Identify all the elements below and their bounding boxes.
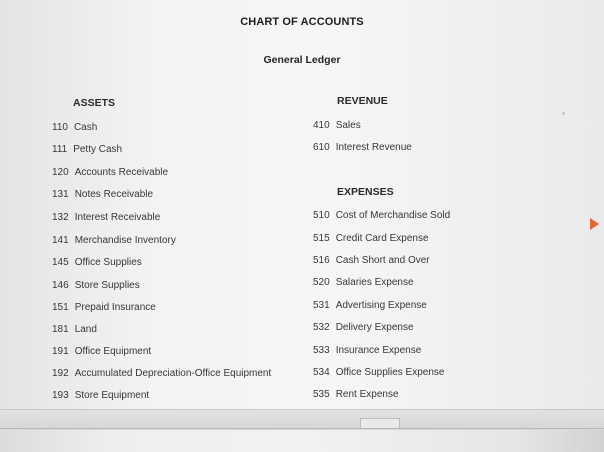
account-number: 535 <box>313 389 330 400</box>
list-item <box>313 142 412 153</box>
list-item <box>52 280 140 291</box>
account-number: 146 <box>52 280 69 291</box>
account-name: Store Supplies <box>74 280 140 291</box>
account-number: 531 <box>313 300 330 311</box>
list-item <box>313 233 429 244</box>
list-item <box>313 345 421 356</box>
page-title: CHART OF ACCOUNTS <box>240 16 364 28</box>
list-item <box>313 277 414 288</box>
account-number: 111 <box>52 144 68 155</box>
account-number: 181 <box>52 324 69 335</box>
list-item <box>52 302 156 313</box>
account-number: 145 <box>52 257 69 268</box>
account-name: Land <box>74 324 97 335</box>
account-name: Interest Receivable <box>74 212 161 223</box>
account-number: 520 <box>313 277 330 288</box>
account-name: Prepaid Insurance <box>74 302 156 313</box>
account-name: Accounts Receivable <box>74 167 169 178</box>
account-name: Office Equipment <box>74 346 152 357</box>
account-number: 533 <box>313 345 330 356</box>
account-number: 120 <box>52 167 69 178</box>
list-item <box>313 322 414 333</box>
revenue-heading: REVENUE <box>337 95 388 107</box>
account-name: Rent Expense <box>335 389 399 400</box>
list-item <box>52 390 149 401</box>
account-name: Petty Cash <box>73 144 123 155</box>
account-number: 410 <box>313 120 330 131</box>
account-number: 510 <box>313 210 330 221</box>
account-name: Cash <box>73 122 98 133</box>
list-item <box>313 389 399 400</box>
list-item <box>52 257 142 268</box>
account-number: 610 <box>313 142 330 153</box>
account-name: Office Supplies Expense <box>335 367 445 378</box>
assets-heading: ASSETS <box>73 97 116 109</box>
list-item <box>52 189 153 200</box>
account-number: 193 <box>52 390 69 401</box>
account-number: 132 <box>52 212 69 223</box>
account-name: Interest Revenue <box>335 142 412 153</box>
list-item <box>52 122 97 133</box>
page-subtitle: General Ledger <box>263 54 341 66</box>
account-name: Merchandise Inventory <box>74 235 176 246</box>
account-name: Cash Short and Over <box>335 255 430 266</box>
account-number: 191 <box>52 346 69 357</box>
list-item <box>52 346 151 357</box>
list-item <box>52 144 122 155</box>
account-name: Notes Receivable <box>74 189 154 200</box>
account-name: Accumulated Depreciation-Office Equipment <box>74 368 272 379</box>
list-item <box>313 210 450 221</box>
account-number: 516 <box>313 255 330 266</box>
account-name: Salaries Expense <box>335 277 414 288</box>
account-number: 110 <box>52 122 68 133</box>
expenses-heading: EXPENSES <box>337 186 394 198</box>
account-name: Advertising Expense <box>335 300 427 311</box>
list-item <box>52 324 97 335</box>
account-name: Cost of Merchandise Sold <box>335 210 451 221</box>
list-item <box>313 120 361 131</box>
account-number: 534 <box>313 367 330 378</box>
account-name: Office Supplies <box>74 257 142 268</box>
account-name: Store Equipment <box>74 390 150 401</box>
account-name: Delivery Expense <box>335 322 414 333</box>
list-item <box>313 300 427 311</box>
account-number: 131 <box>52 189 69 200</box>
list-item <box>52 167 168 178</box>
account-number: 151 <box>52 302 69 313</box>
account-number: 515 <box>313 233 330 244</box>
list-item <box>313 367 444 378</box>
account-name: Credit Card Expense <box>335 233 429 244</box>
screen-speck <box>562 112 565 115</box>
list-item <box>52 235 176 246</box>
cursor-arrow-icon <box>590 218 599 230</box>
account-number: 532 <box>313 322 330 333</box>
page-fold <box>0 409 604 430</box>
account-number: 141 <box>52 235 69 246</box>
list-item <box>52 368 271 379</box>
account-name: Insurance Expense <box>335 345 422 356</box>
list-item <box>313 255 430 266</box>
list-item <box>52 212 160 223</box>
account-number: 192 <box>52 368 69 379</box>
page-divider <box>0 428 604 429</box>
account-name: Sales <box>335 120 361 131</box>
